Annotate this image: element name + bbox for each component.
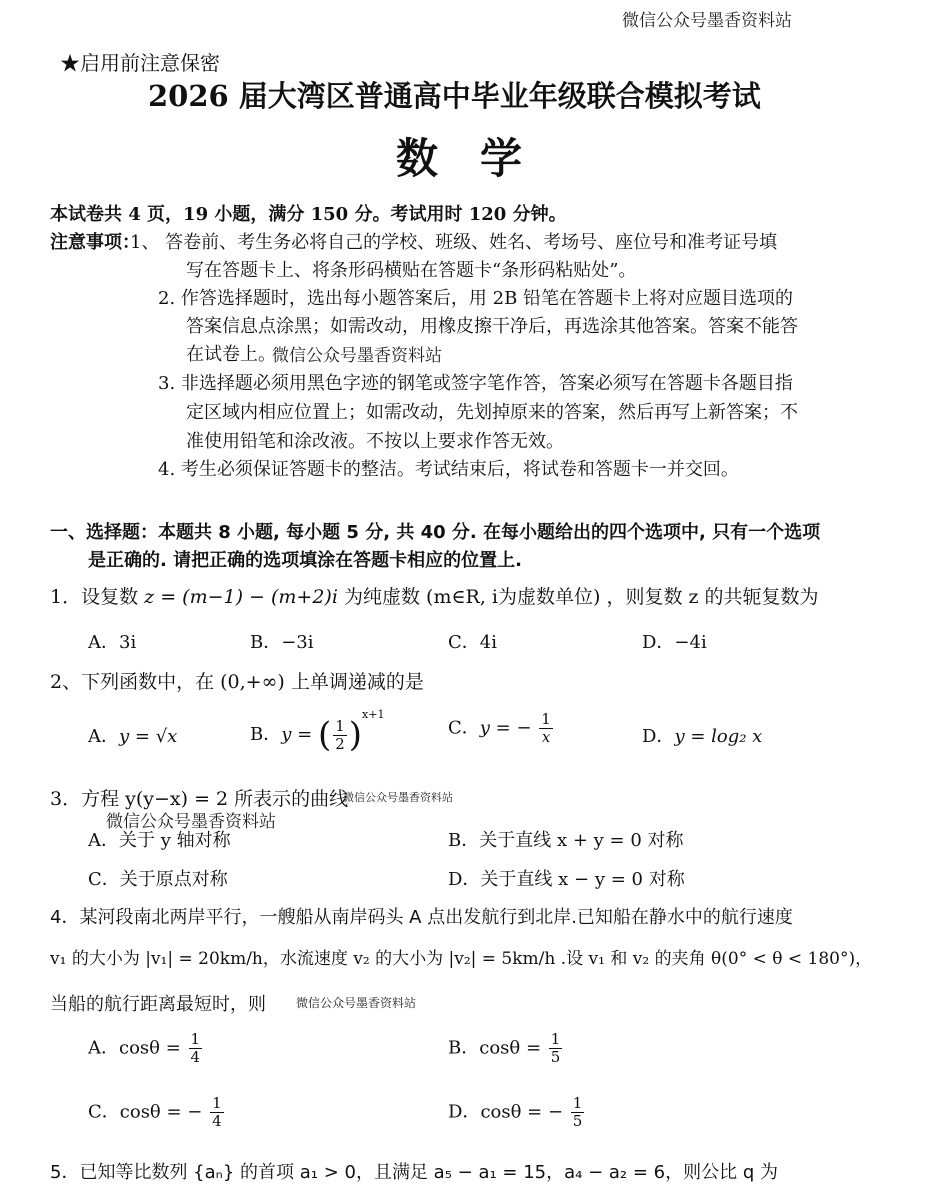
question-4-line-3: 当船的航行距离最短时，则 bbox=[50, 994, 266, 1015]
q4-d-den: 5 bbox=[572, 1112, 583, 1130]
q4-b-num: 1 bbox=[550, 1030, 561, 1048]
q3-option-c: C．关于原点对称 bbox=[88, 869, 228, 890]
exam-title: 2026 届大湾区普通高中毕业年级联合模拟考试 bbox=[148, 79, 761, 113]
q2-option-b bbox=[250, 708, 384, 755]
q2-c-label: C． bbox=[448, 717, 480, 739]
q1-option-b: B．−3i bbox=[250, 632, 314, 653]
q4-a-label: A． bbox=[88, 1037, 119, 1059]
question-5-partial: 5．已知等比数列 {aₙ} 的首项 a₁ > 0，且满足 a₅ − a₁ = 15，a₄ − a₂ = 6，则公比 q 为 bbox=[50, 1162, 778, 1183]
note-2-line-2: 答案信息点涂黑；如需改动，用橡皮擦干净后，再选涂其他答案。答案不能答 bbox=[186, 316, 798, 337]
notes-label: 注意事项： bbox=[50, 232, 140, 253]
q4-b-lhs: cosθ = bbox=[479, 1037, 542, 1059]
q4-b-den: 5 bbox=[550, 1048, 561, 1066]
q1-expr: z = (m−1) − (m+2)i bbox=[144, 586, 338, 608]
q4-a-den: 4 bbox=[190, 1048, 201, 1066]
note-1-line-2: 写在答题卡上、将条形码横贴在答题卡“条形码粘贴处”。 bbox=[186, 260, 637, 281]
q4-a-lhs: cosθ = bbox=[119, 1037, 181, 1059]
q4-option-b bbox=[448, 1032, 564, 1065]
note-4: 4. 考生必须保证答题卡的整洁。考试结束后，将试卷和答题卡一并交回。 bbox=[158, 459, 739, 480]
q2-b-den: 2 bbox=[335, 734, 345, 753]
q1-prefix: 1．设复数 bbox=[50, 586, 139, 608]
q4-c-lhs: cosθ = − bbox=[119, 1101, 203, 1123]
note-2-line-1: 2. 作答选择题时，选出每小题答案后，用 2B 铅笔在答题卡上将对应题目选项的 bbox=[158, 288, 794, 309]
question-4-line-1: 4．某河段南北两岸平行，一艘船从南岸码头 A 点出发航行到北岸.已知船在静水中的航行速度 bbox=[50, 907, 793, 928]
q2-b-paren-left: ( bbox=[317, 715, 332, 755]
q2-c-den: x bbox=[541, 728, 551, 746]
q3-option-b: B．关于直线 x + y = 0 对称 bbox=[448, 830, 684, 851]
note-2-line-3: 在试卷上。 bbox=[186, 344, 276, 365]
q4-d-num: 1 bbox=[572, 1094, 583, 1112]
note-1-line-1: 1、 答卷前、考生务必将自己的学校、班级、姓名、考场号、座位号和准考证号填 bbox=[130, 232, 778, 253]
q2-d-label: D． bbox=[642, 726, 675, 747]
q1-option-d: D．−4i bbox=[642, 632, 707, 653]
subject-title: 数 学 bbox=[396, 134, 523, 183]
q3-option-a: A．关于 y 轴对称 bbox=[88, 830, 231, 851]
q2-c-lhs: y = − bbox=[479, 717, 532, 739]
q4-a-fraction bbox=[189, 1032, 203, 1065]
q2-a-label: A． bbox=[88, 726, 119, 747]
q1-option-a: A．3i bbox=[88, 632, 137, 653]
watermark-q4-inline: 微信公众号墨香资料站 bbox=[296, 996, 417, 1010]
q4-d-lhs: cosθ = − bbox=[480, 1101, 564, 1123]
question-1-stem bbox=[50, 582, 819, 609]
secret-notice: ★启用前注意保密 bbox=[60, 51, 220, 75]
note-3-line-1: 3. 非选择题必须用黑色字迹的钢笔或签字笔作答，答案必须写在答题卡各题目指 bbox=[158, 373, 793, 394]
q4-c-den: 4 bbox=[212, 1112, 222, 1130]
q2-option-a bbox=[88, 722, 177, 748]
exam-summary: 本试卷共 4 页，19 小题，满分 150 分。考试用时 120 分钟。 bbox=[50, 204, 567, 225]
q1-option-c: C．4i bbox=[448, 632, 497, 653]
q2-option-d bbox=[642, 722, 762, 748]
section-1-line-1: 一、选择题：本题共 8 小题, 每小题 5 分, 共 40 分. 在每小题给出的四个选项中, 只有一个选项 bbox=[50, 522, 821, 543]
q2-b-fraction bbox=[333, 716, 347, 753]
watermark-top: 微信公众号墨香资料站 bbox=[622, 11, 792, 31]
q4-option-d bbox=[448, 1096, 586, 1129]
question-3-stem: 3．方程 y(y−x) = 2 所表示的曲线 bbox=[50, 788, 349, 810]
q4-c-num: 1 bbox=[212, 1094, 222, 1112]
q2-c-num: 1 bbox=[541, 710, 551, 728]
q2-option-c bbox=[448, 712, 555, 745]
watermark-notes: 微信公众号墨香资料站 bbox=[272, 346, 442, 366]
q4-b-label: B． bbox=[448, 1037, 480, 1059]
q4-a-num: 1 bbox=[190, 1030, 201, 1048]
q2-c-fraction bbox=[539, 712, 553, 745]
q2-b-label: B． bbox=[250, 724, 282, 745]
section-1-line-2: 是正确的. 请把正确的选项填涂在答题卡相应的位置上. bbox=[88, 550, 522, 571]
q2-b-exponent: x+1 bbox=[362, 708, 385, 721]
q2-b-paren-right: ) bbox=[348, 715, 363, 755]
q1-suffix: ，则复数 z 的共轭复数为 bbox=[606, 586, 819, 608]
q2-b-num: 1 bbox=[335, 716, 345, 735]
q2-d-expr: y = log₂ x bbox=[674, 726, 763, 747]
q4-c-fraction bbox=[210, 1096, 224, 1129]
q4-b-fraction bbox=[549, 1032, 563, 1065]
q3-option-d: D．关于直线 x − y = 0 对称 bbox=[448, 869, 685, 890]
q1-cond: (m∈R, i为虚数单位) bbox=[426, 586, 601, 608]
q4-option-a bbox=[88, 1032, 204, 1065]
watermark-q3-below: 微信公众号墨香资料站 bbox=[106, 812, 276, 832]
q4-d-fraction bbox=[571, 1096, 585, 1129]
q2-b-lhs: y = bbox=[281, 724, 313, 745]
q4-c-label: C． bbox=[88, 1101, 120, 1123]
q1-mid: 为纯虚数 bbox=[343, 586, 420, 608]
q2-a-expr: y = √x bbox=[119, 726, 178, 747]
q4-d-label: D． bbox=[448, 1101, 481, 1123]
question-4-line-2: v₁ 的大小为 |v₁| = 20km/h，水流速度 v₂ 的大小为 |v₂| = 5km/h .设 v₁ 和 v₂ 的夹角 θ(0° < θ < 180°)， bbox=[50, 949, 873, 969]
question-2-stem: 2、下列函数中，在 (0,+∞) 上单调递减的是 bbox=[50, 671, 424, 693]
watermark-q3-inline: 微信公众号墨香资料站 bbox=[343, 791, 453, 804]
note-3-line-2: 定区域内相应位置上；如需改动，先划掉原来的答案，然后再写上新答案；不 bbox=[186, 402, 798, 423]
q4-option-c bbox=[88, 1096, 226, 1129]
note-3-line-3: 准使用铅笔和涂改液。不按以上要求作答无效。 bbox=[186, 431, 564, 452]
